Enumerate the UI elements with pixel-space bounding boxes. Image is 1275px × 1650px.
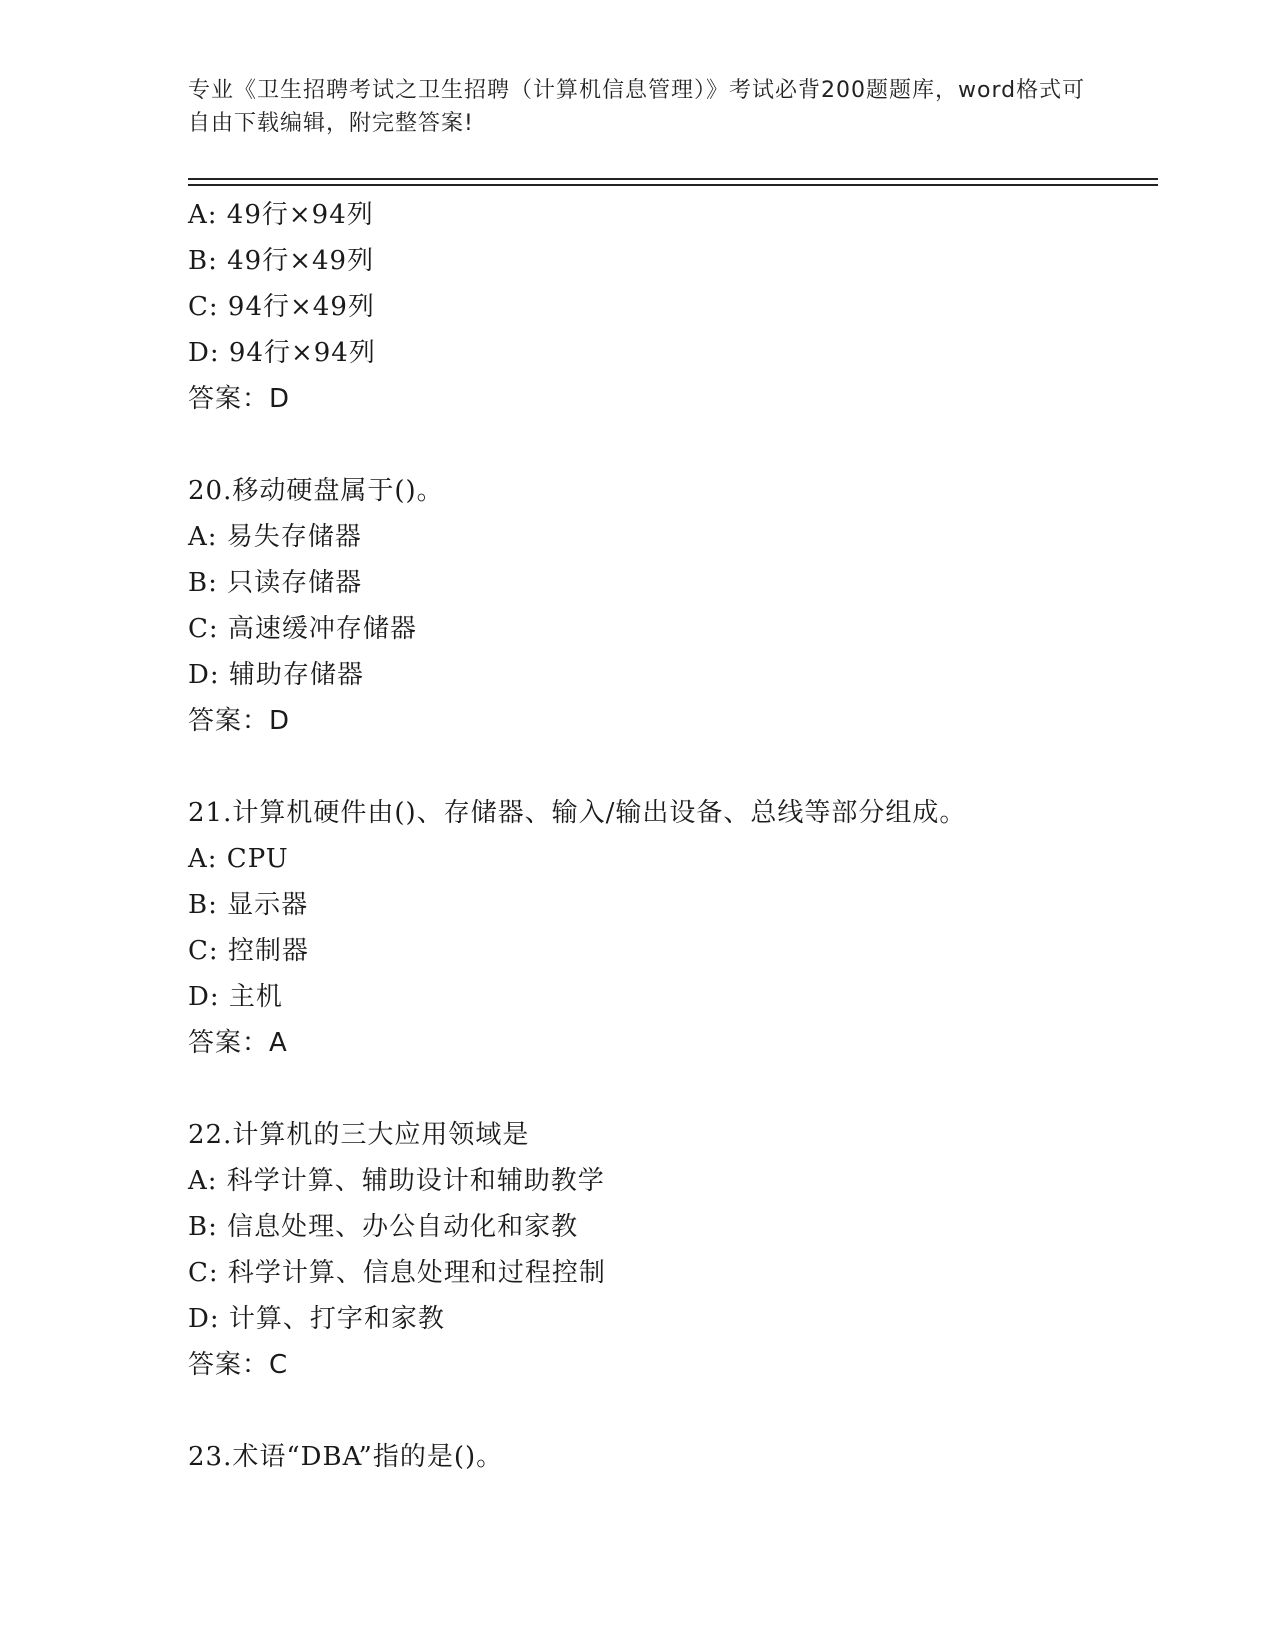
option-d: D: 主机 xyxy=(188,982,283,1012)
option-c: C: 科学计算、信息处理和过程控制 xyxy=(188,1258,606,1288)
option-b: B: 显示器 xyxy=(188,890,309,920)
answer: 答案：A xyxy=(188,1028,288,1058)
option-a: A: 49行×94列 xyxy=(188,200,374,230)
question-23 xyxy=(188,1434,1148,1480)
question-text: 20.移动硬盘属于()。 xyxy=(188,476,444,506)
option-b: B: 只读存储器 xyxy=(188,568,363,598)
option-b: B: 信息处理、办公自动化和家教 xyxy=(188,1212,579,1242)
answer: 答案：C xyxy=(188,1350,289,1380)
header-rule-top xyxy=(188,178,1158,180)
question-text: 22.计算机的三大应用领域是 xyxy=(188,1120,530,1150)
question-20 xyxy=(188,468,1148,744)
option-a: A: 易失存储器 xyxy=(188,522,362,552)
option-a: A: 科学计算、辅助设计和辅助教学 xyxy=(188,1166,605,1196)
answer: 答案：D xyxy=(188,706,291,736)
option-c: C: 高速缓冲存储器 xyxy=(188,614,417,644)
question-21 xyxy=(188,790,1148,1066)
answer: 答案：D xyxy=(188,384,291,414)
option-d: D: 94行×94列 xyxy=(188,338,376,368)
option-c: C: 控制器 xyxy=(188,936,309,966)
header-rule-bottom xyxy=(188,184,1158,186)
question-text: 21.计算机硬件由()、存储器、输入/输出设备、总线等部分组成。 xyxy=(188,798,967,828)
question-19 xyxy=(188,192,1148,422)
option-d: D: 辅助存储器 xyxy=(188,660,364,690)
option-d: D: 计算、打字和家教 xyxy=(188,1304,445,1334)
question-list xyxy=(188,192,1148,1480)
option-a: A: CPU xyxy=(188,844,289,874)
page-header: 专业《卫生招聘考试之卫生招聘（计算机信息管理）》考试必背200题题库，word格式可自由下载编辑，附完整答案! xyxy=(188,78,1086,136)
option-c: C: 94行×49列 xyxy=(188,292,375,322)
option-b: B: 49行×49列 xyxy=(188,246,375,276)
question-22 xyxy=(188,1112,1148,1388)
question-text: 23.术语“DBA”指的是()。 xyxy=(188,1442,504,1472)
